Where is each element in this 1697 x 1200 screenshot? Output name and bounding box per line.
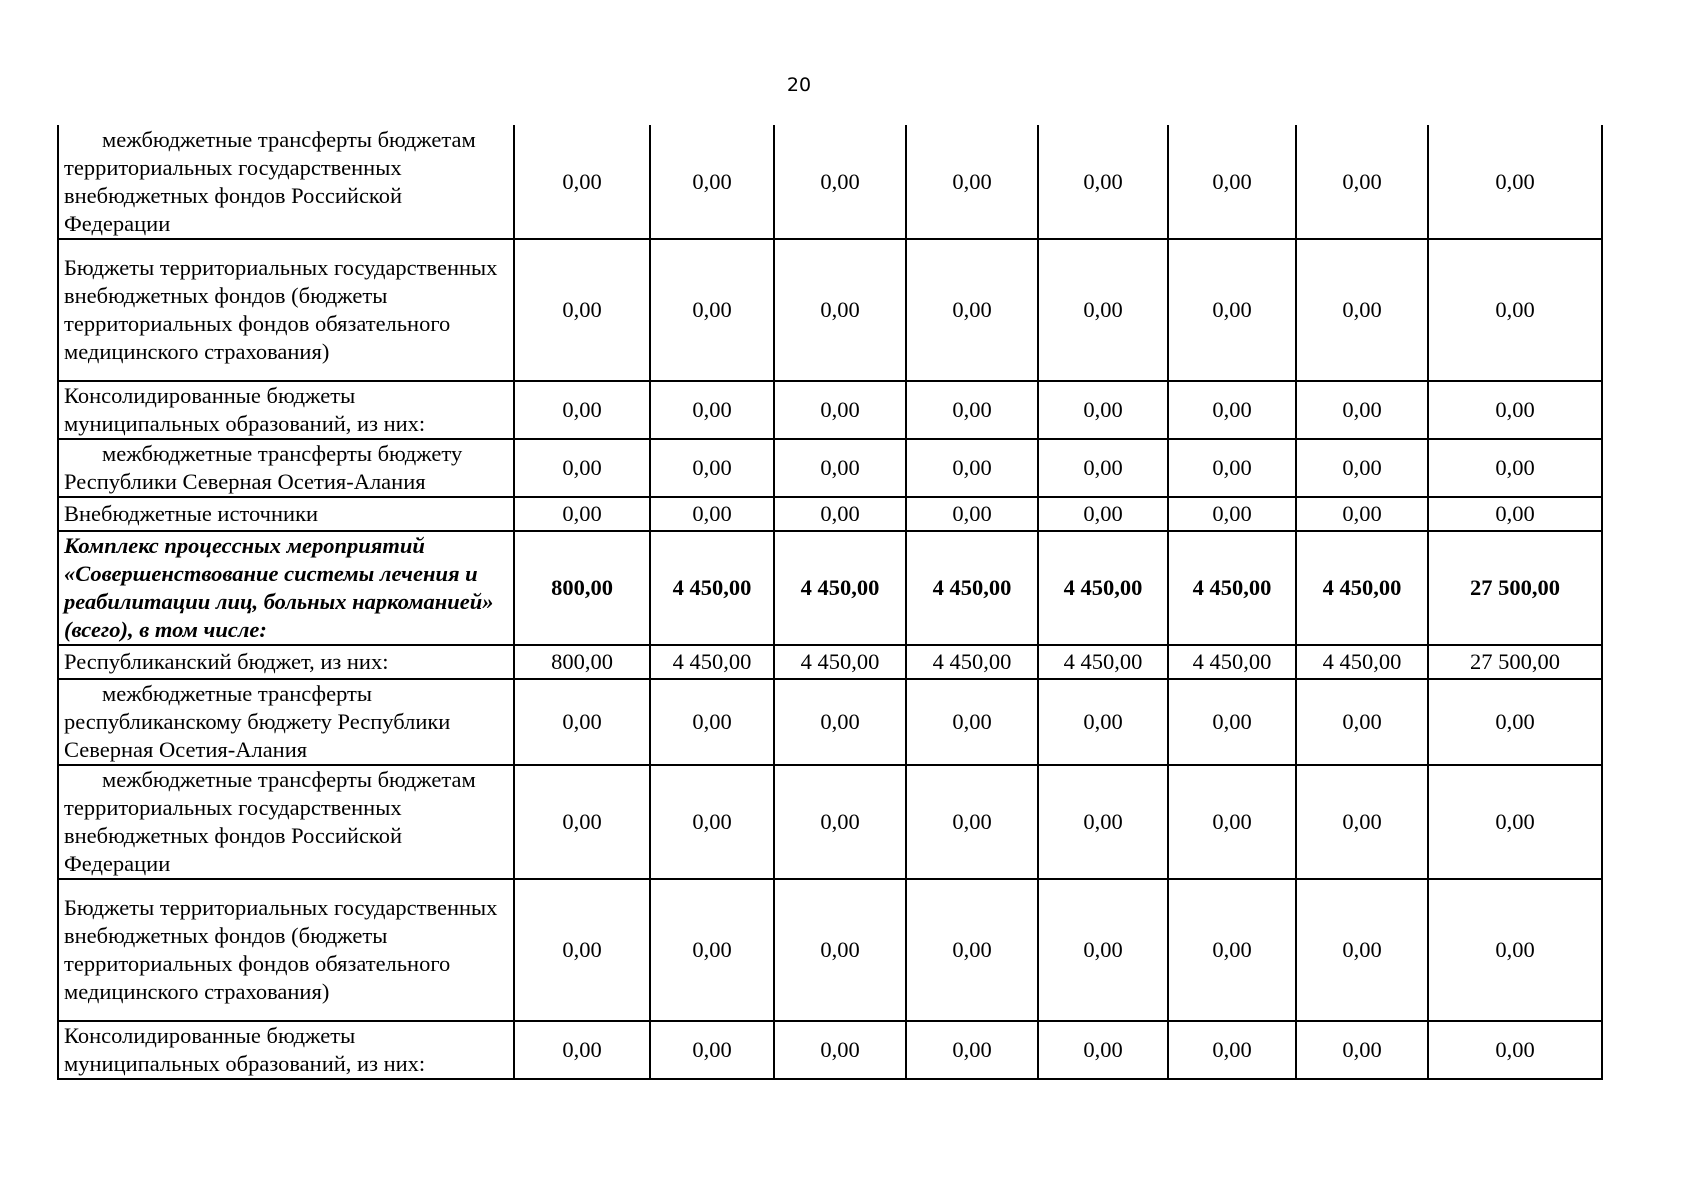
- value-cell: 0,00: [650, 679, 774, 765]
- row-label: межбюджетные трансферты бюджетам территориальных государственных внебюджетных фондов Российской Федерации: [58, 765, 514, 879]
- value-cell: 0,00: [774, 125, 906, 239]
- value-cell: 0,00: [774, 497, 906, 531]
- budget-table: [57, 125, 1603, 1080]
- row-label: межбюджетные трансферты бюджетам территориальных государственных внебюджетных фондов Российской Федерации: [58, 125, 514, 239]
- value-cell: 0,00: [1428, 679, 1602, 765]
- table-row: [58, 125, 1602, 239]
- value-cell: 0,00: [514, 1021, 650, 1079]
- row-label: межбюджетные трансферты республиканскому бюджету Республики Северная Осетия-Алания: [58, 679, 514, 765]
- value-cell: 0,00: [1168, 381, 1296, 439]
- value-cell: 4 450,00: [650, 531, 774, 645]
- value-cell: 4 450,00: [1168, 531, 1296, 645]
- row-label: Консолидированные бюджеты муниципальных образований, из них:: [58, 1021, 514, 1079]
- row-label: Бюджеты территориальных государственных внебюджетных фондов (бюджеты территориальных фондов обязательного медицинского страхования): [58, 879, 514, 1021]
- value-cell: 4 450,00: [650, 645, 774, 679]
- value-cell: 0,00: [650, 439, 774, 497]
- value-cell: 0,00: [1038, 879, 1168, 1021]
- value-cell: 0,00: [1296, 497, 1428, 531]
- value-cell: 0,00: [1428, 239, 1602, 381]
- value-cell: 0,00: [1038, 125, 1168, 239]
- value-cell: 0,00: [650, 381, 774, 439]
- value-cell: 0,00: [774, 239, 906, 381]
- value-cell: 0,00: [1038, 1021, 1168, 1079]
- value-cell: 0,00: [514, 765, 650, 879]
- value-cell: 0,00: [650, 125, 774, 239]
- page-number: 20: [786, 74, 812, 96]
- value-cell: 0,00: [1168, 239, 1296, 381]
- value-cell: 0,00: [514, 239, 650, 381]
- value-cell: 0,00: [650, 497, 774, 531]
- table-row: [58, 381, 1602, 439]
- row-label: Комплекс процессных мероприятий «Совершенствование системы лечения и реабилитации лиц, больных наркоманией» (всего), в том числе:: [58, 531, 514, 645]
- value-cell: 800,00: [514, 645, 650, 679]
- value-cell: 4 450,00: [774, 531, 906, 645]
- value-cell: 0,00: [906, 439, 1038, 497]
- value-cell: 0,00: [1428, 125, 1602, 239]
- value-cell: 0,00: [650, 1021, 774, 1079]
- value-cell: 0,00: [906, 239, 1038, 381]
- table-row: [58, 439, 1602, 497]
- value-cell: 0,00: [774, 879, 906, 1021]
- value-cell: 0,00: [1296, 679, 1428, 765]
- value-cell: 4 450,00: [1296, 645, 1428, 679]
- row-label: Внебюджетные источники: [58, 497, 514, 531]
- value-cell: 0,00: [906, 1021, 1038, 1079]
- value-cell: 0,00: [1168, 879, 1296, 1021]
- value-cell: 0,00: [1296, 1021, 1428, 1079]
- value-cell: 0,00: [514, 125, 650, 239]
- value-cell: 0,00: [774, 1021, 906, 1079]
- value-cell: 0,00: [514, 879, 650, 1021]
- value-cell: 4 450,00: [906, 531, 1038, 645]
- value-cell: 0,00: [1168, 765, 1296, 879]
- value-cell: 0,00: [1296, 239, 1428, 381]
- value-cell: 0,00: [906, 679, 1038, 765]
- value-cell: 0,00: [1168, 497, 1296, 531]
- value-cell: 0,00: [906, 879, 1038, 1021]
- value-cell: 0,00: [1296, 439, 1428, 497]
- value-cell: 0,00: [906, 381, 1038, 439]
- value-cell: 27 500,00: [1428, 645, 1602, 679]
- value-cell: 0,00: [906, 765, 1038, 879]
- value-cell: 0,00: [1296, 879, 1428, 1021]
- value-cell: 0,00: [906, 497, 1038, 531]
- value-cell: 0,00: [1428, 497, 1602, 531]
- value-cell: 0,00: [1296, 381, 1428, 439]
- value-cell: 0,00: [1038, 381, 1168, 439]
- value-cell: 0,00: [1428, 439, 1602, 497]
- value-cell: 0,00: [1038, 439, 1168, 497]
- value-cell: 4 450,00: [1168, 645, 1296, 679]
- value-cell: 0,00: [650, 879, 774, 1021]
- value-cell: 0,00: [1168, 125, 1296, 239]
- value-cell: 27 500,00: [1428, 531, 1602, 645]
- value-cell: 0,00: [514, 381, 650, 439]
- value-cell: 0,00: [1296, 765, 1428, 879]
- value-cell: 0,00: [774, 439, 906, 497]
- table-body: [58, 125, 1602, 1079]
- value-cell: 0,00: [514, 439, 650, 497]
- table-row: [58, 765, 1602, 879]
- value-cell: 0,00: [1296, 125, 1428, 239]
- value-cell: 800,00: [514, 531, 650, 645]
- value-cell: 0,00: [1038, 239, 1168, 381]
- table-row: [58, 1021, 1602, 1079]
- value-cell: 4 450,00: [906, 645, 1038, 679]
- value-cell: 0,00: [1038, 497, 1168, 531]
- value-cell: 0,00: [1038, 679, 1168, 765]
- value-cell: 0,00: [1428, 381, 1602, 439]
- value-cell: 4 450,00: [774, 645, 906, 679]
- value-cell: 0,00: [1428, 879, 1602, 1021]
- row-label: межбюджетные трансферты бюджету Республики Северная Осетия-Алания: [58, 439, 514, 497]
- value-cell: 0,00: [774, 765, 906, 879]
- value-cell: 0,00: [1428, 1021, 1602, 1079]
- table-row: [58, 531, 1602, 645]
- value-cell: 0,00: [774, 679, 906, 765]
- value-cell: 0,00: [1428, 765, 1602, 879]
- value-cell: 0,00: [774, 381, 906, 439]
- row-label: Республиканский бюджет, из них:: [58, 645, 514, 679]
- value-cell: 0,00: [650, 239, 774, 381]
- row-label: Бюджеты территориальных государственных внебюджетных фондов (бюджеты территориальных фондов обязательного медицинского страхования): [58, 239, 514, 381]
- value-cell: 0,00: [1168, 439, 1296, 497]
- value-cell: 0,00: [514, 679, 650, 765]
- value-cell: 0,00: [514, 497, 650, 531]
- table-row: [58, 879, 1602, 1021]
- value-cell: 0,00: [650, 765, 774, 879]
- table-row: [58, 645, 1602, 679]
- value-cell: 0,00: [906, 125, 1038, 239]
- value-cell: 4 450,00: [1038, 645, 1168, 679]
- table-row: [58, 679, 1602, 765]
- row-label: Консолидированные бюджеты муниципальных образований, из них:: [58, 381, 514, 439]
- table-row: [58, 497, 1602, 531]
- value-cell: 4 450,00: [1296, 531, 1428, 645]
- value-cell: 4 450,00: [1038, 531, 1168, 645]
- value-cell: 0,00: [1168, 1021, 1296, 1079]
- value-cell: 0,00: [1168, 679, 1296, 765]
- value-cell: 0,00: [1038, 765, 1168, 879]
- table-row: [58, 239, 1602, 381]
